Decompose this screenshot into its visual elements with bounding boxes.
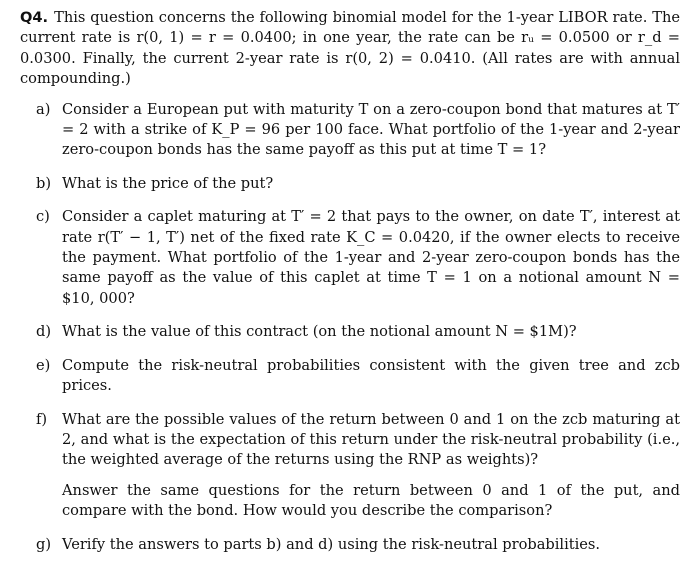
question-parts-list: [20, 100, 680, 555]
part-b: [20, 174, 680, 194]
part-label: e): [36, 356, 51, 374]
part-text: Consider a caplet maturing at T′ = 2 that pays to the owner, on date T′, interest at rate r(T′ − 1, T′) net of the fixed rate K_C = 0.0420, if the owner elects to receive the payment. What portfolio of the 1-year and 2-year zero-coupon bonds has the same payoff as the value of this caplet at time T = 1 on a notional amount N = $10, 000?: [62, 208, 680, 307]
question-document: [20, 8, 680, 568]
part-d: [20, 322, 680, 342]
part-g: [20, 535, 680, 555]
part-a: [20, 100, 680, 161]
part-text: What is the value of this contract (on the notional amount N = $1M)?: [62, 323, 577, 341]
part-label: g): [36, 535, 52, 553]
part-text: Consider a European put with maturity T on a zero-coupon bond that matures at T′ = 2 with a strike of K_P = 96 per 100 face. What portfolio of the 1-year and 2-year zero-coupon bonds has the same payoff as this put at time T = 1?: [62, 100, 680, 159]
part-label: b): [36, 174, 52, 192]
part-label: c): [36, 208, 50, 226]
part-e: [20, 356, 680, 397]
part-text: Compute the risk-neutral probabilities consistent with the given tree and zcb prices.: [62, 356, 680, 395]
question-number: Q4.: [20, 9, 49, 26]
part-c: [20, 207, 680, 309]
part-text-followup: Answer the same questions for the return between 0 and 1 of the put, and compare with the bond. How would you describe the comparison?: [62, 481, 680, 520]
question-intro: [20, 8, 680, 90]
part-text: Verify the answers to parts b) and d) using the risk-neutral probabilities.: [62, 535, 601, 553]
part-text: What are the possible values of the return between 0 and 1 on the zcb maturing at 2, and what is the expectation of this return under the risk-neutral probability (i.e., the weighted average of the returns using the RNP as weights)?: [62, 410, 680, 469]
part-label: f): [36, 410, 48, 428]
part-text: What is the price of the put?: [62, 174, 274, 192]
part-f: [20, 410, 680, 522]
question-intro-text: This question concerns the following binomial model for the 1-year LIBOR rate. The current rate is r(0, 1) = r = 0.0400; in one year, the rate can be rᵤ = 0.0500 or r_d = 0.0300. Finally, the current 2-year rate is r(0, 2) = 0.0410. (All rates are with annual compounding.): [20, 9, 680, 88]
part-label: d): [36, 323, 52, 341]
part-label: a): [36, 100, 51, 118]
